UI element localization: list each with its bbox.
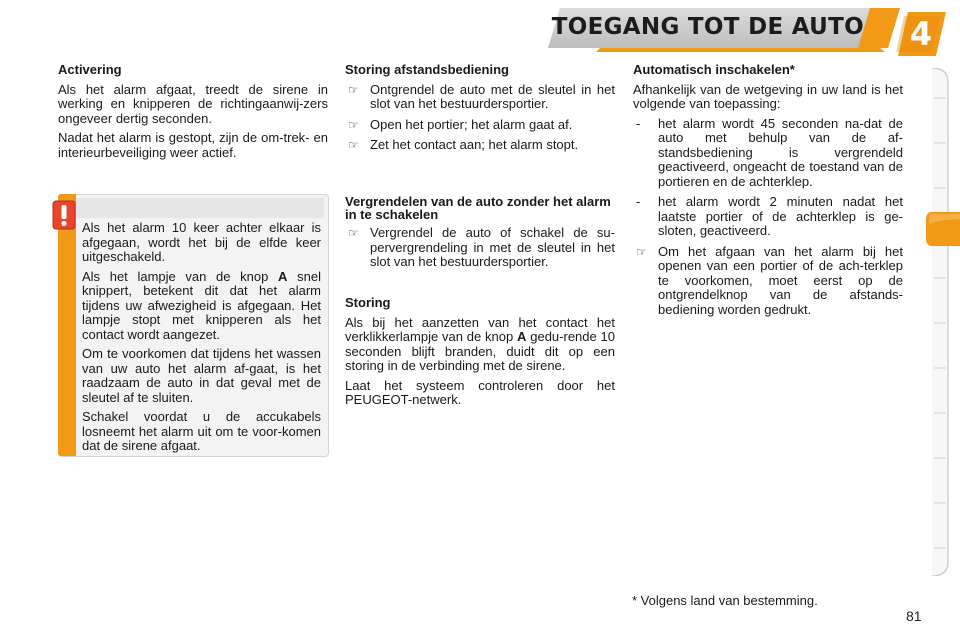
fault-paragraph: Laat het systeem controleren door het PEUGEOT-netwerk.: [345, 377, 615, 407]
warning-text-part: snel knippert, betekent dit dat het alarm tijdens uw afwezigheid is afgegaan. Het lampje stopt met knipperen als het contact wordt aangezet.: [82, 268, 321, 342]
button-a-label: A: [517, 329, 527, 344]
exclamation-warning-icon: [52, 200, 76, 230]
page-title: TOEGANG TOT DE AUTO: [551, 14, 864, 40]
list-item: [345, 83, 615, 112]
lock-without-alarm-section: [345, 195, 615, 276]
fault-text-part: gedu-rende 10 seconden blijft branden, duidt dit op een storing in de verbinding met de sirene.: [345, 329, 615, 373]
list-item: [345, 226, 615, 270]
warning-paragraph: Om te voorkomen dat tijdens het wassen van uw auto het alarm af-gaat, is het raadzaam de auto in dat geval met de sleutel af te sluiten.: [82, 346, 321, 405]
warning-header-band: [76, 198, 324, 218]
automatic-activation-heading: Automatisch inschakelen*: [633, 62, 795, 77]
activation-paragraph: Als het alarm afgaat, treedt de sirene in werking en knipperen de richtingaanwij-zers ongeveer dertig seconden.: [58, 81, 328, 126]
fault-section: [345, 296, 615, 413]
pointing-hand-icon: ☞: [348, 82, 359, 97]
active-chapter-tab: [924, 210, 960, 248]
warning-paragraph: Als het alarm 10 keer achter elkaar is afgegaan, wordt het bij de elfde keer uitgeschakeld.: [82, 220, 321, 264]
list-item-text: Om het afgaan van het alarm bij het openen van een portier of de ach-terklep te voorkomen, moet eerst op de ontgrendelknop van de afstands-bediening worden gedrukt.: [658, 243, 903, 317]
list-item-text: Vergrendel de auto of schakel de su-pervergrendeling in met de sleutel in het slot van het bestuurdersportier.: [370, 225, 615, 269]
activation-section: [58, 63, 328, 165]
automatic-activation-intro: Afhankelijk van de wetgeving in uw land is het volgende van toepassing:: [633, 81, 903, 111]
list-item-text: Ontgrendel de auto met de sleutel in het slot van het bestuurdersportier.: [370, 81, 615, 111]
list-item: [633, 117, 903, 190]
remote-fault-heading: Storing afstandsbediening: [345, 62, 509, 77]
activation-heading: Activering: [58, 62, 122, 77]
list-item: [633, 195, 903, 239]
footnote: * Volgens land van bestemming.: [632, 593, 818, 608]
activation-paragraph: Nadat het alarm is gestopt, zijn de om-trek- en interieurbeveiliging weer actief.: [58, 130, 328, 160]
dash-marker: -: [636, 115, 641, 131]
pointing-hand-icon: ☞: [348, 138, 359, 152]
pointing-hand-icon: ☞: [348, 226, 359, 240]
list-item-text: Zet het contact aan; het alarm stopt.: [370, 137, 579, 152]
fault-paragraph: [345, 316, 615, 374]
list-item-text: het alarm wordt 2 minuten nadat het laatste portier of de achterklep is ge-sloten, geactiveerd.: [658, 194, 903, 238]
warning-paragraph: Schakel voordat u de accukabels losneemt het alarm uit om te voor-komen dat de sirene afgaat.: [82, 409, 321, 453]
lock-without-alarm-heading: Vergrendelen van de auto zonder het alarm in te schakelen: [345, 194, 611, 222]
button-a-label: A: [278, 268, 288, 284]
fault-text-part: Als bij het aanzetten van het contact het verklikkerlampje van de knop: [345, 314, 615, 344]
pointing-hand-icon: ☞: [348, 117, 359, 132]
warning-text: [82, 221, 321, 459]
warning-text-part: Als het lampje van de knop: [82, 268, 269, 284]
fault-heading: Storing: [345, 295, 391, 310]
pointing-hand-icon: ☞: [636, 244, 647, 259]
list-item: [633, 245, 903, 318]
chapter-tabs: [928, 68, 952, 576]
automatic-activation-section: [633, 63, 903, 323]
warning-accent-stripe: [58, 194, 76, 456]
remote-fault-section: [345, 63, 615, 159]
chapter-number: 4: [909, 15, 933, 53]
warning-paragraph: [82, 270, 321, 343]
list-item: [345, 118, 615, 133]
dash-marker: -: [636, 194, 641, 209]
list-item-text: het alarm wordt 45 seconden na-dat de auto met behulp van de af-standsbediening is vergrendeld geactiveerd, ongeacht de toestand van de portieren en de achterklep.: [658, 115, 903, 189]
list-item-text: Open het portier; het alarm gaat af.: [370, 116, 573, 132]
page-number: 81: [906, 608, 922, 624]
list-item: [345, 138, 615, 153]
